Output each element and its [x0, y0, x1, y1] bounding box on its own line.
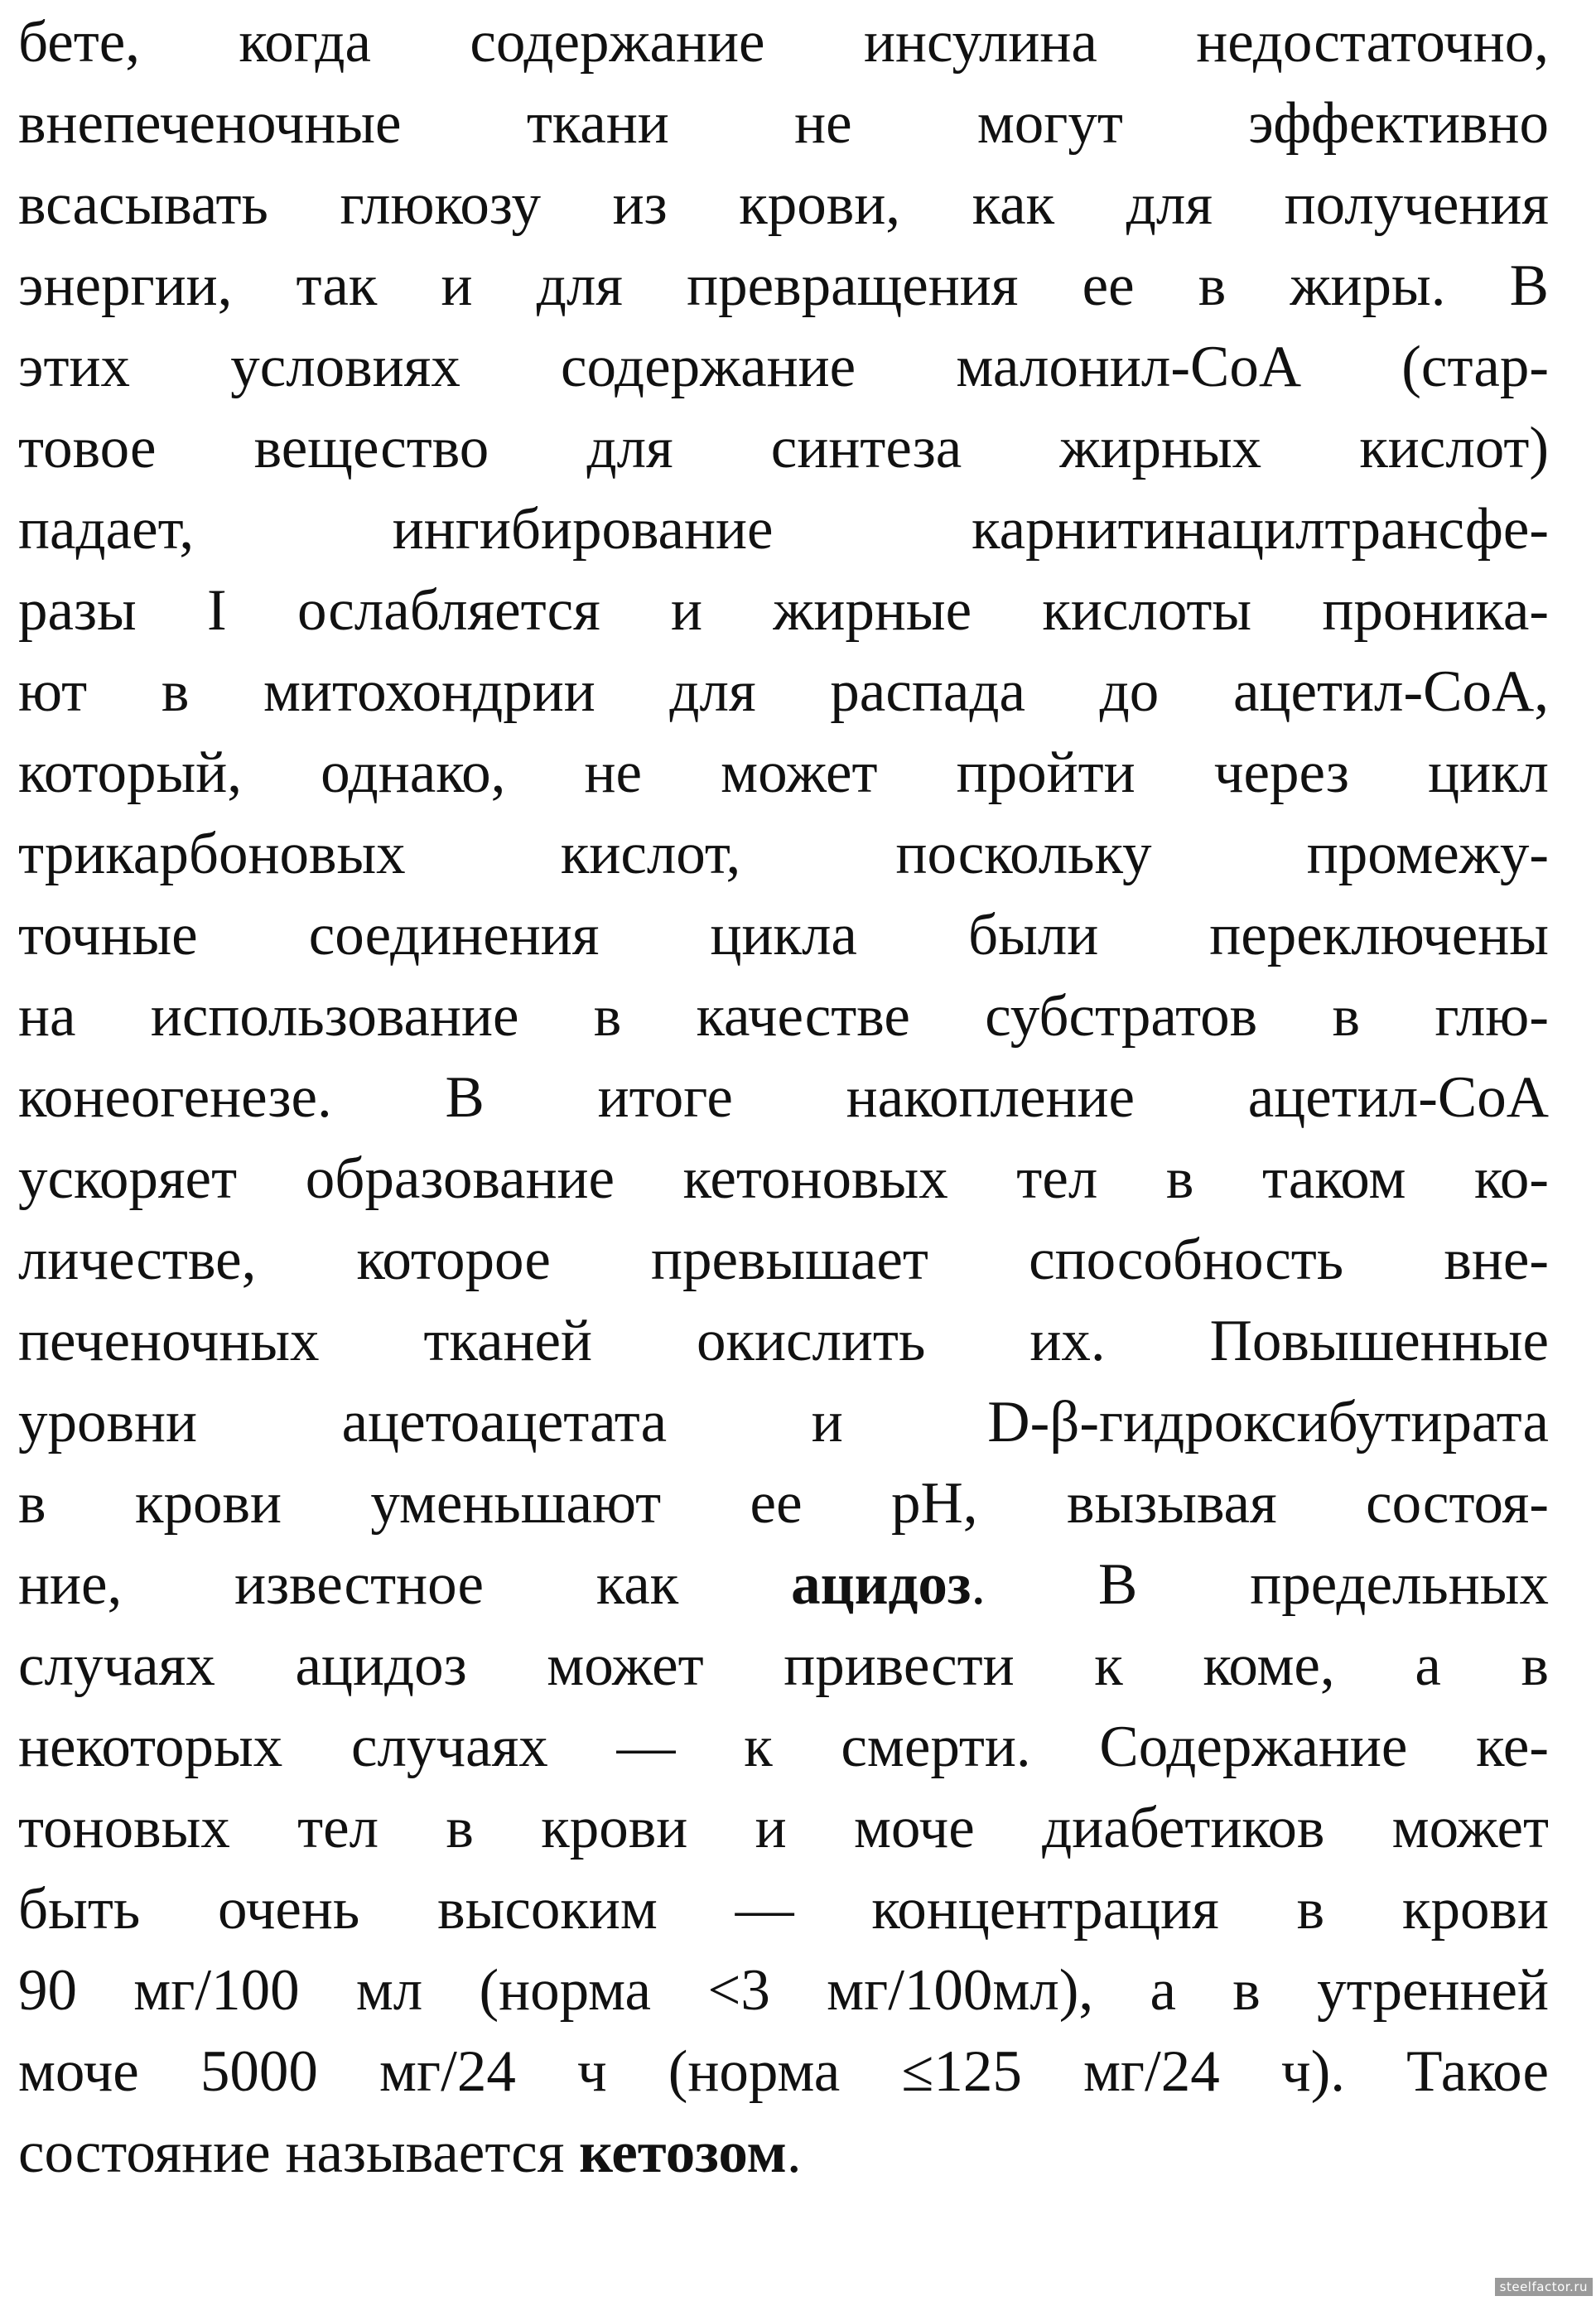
text-segment: разы I ослабляется и жирные кислоты проника-: [18, 578, 1549, 643]
text-segment: товое вещество для синтеза жирных кислот): [18, 416, 1549, 480]
text-line: [18, 1463, 1549, 1544]
text-segment: . В предельных: [971, 1552, 1549, 1617]
text-line: [18, 164, 1549, 245]
text-line: [18, 245, 1549, 326]
text-line: [18, 651, 1549, 732]
text-line: [18, 1138, 1549, 1219]
text-line: [18, 1625, 1549, 1706]
text-segment: 90 мг/100 мл (норма <3 мг/100мл), а в утренней: [18, 1958, 1549, 2023]
text-segment: трикарбоновых кислот, поскольку промежу-: [18, 822, 1549, 886]
text-line: [18, 813, 1549, 895]
text-segment: падает, ингибирование карнитинацилтрансфе-: [18, 497, 1549, 562]
text-segment: некоторых случаях — к смерти. Содержание ке-: [18, 1715, 1549, 1779]
text-segment: ускоряет образование кетоновых тел в таком ко-: [18, 1146, 1549, 1211]
text-line: [18, 1219, 1549, 1300]
text-line: [18, 83, 1549, 164]
text-segment: бете, когда содержание инсулина недостаточно,: [18, 10, 1549, 75]
text-segment: ние, известное как: [18, 1552, 792, 1617]
text-line: [18, 408, 1549, 489]
text-segment: .: [786, 2120, 802, 2185]
text-segment: который, однако, не может пройти через цикл: [18, 740, 1549, 805]
text-line: [18, 1706, 1549, 1787]
text-line: [18, 489, 1549, 570]
text-segment: состояние называется: [18, 2120, 580, 2185]
text-line: [18, 1950, 1549, 2031]
text-segment: уровни ацетоацетата и D-β-гидроксибутирата: [18, 1390, 1549, 1454]
text-line: [18, 570, 1549, 651]
text-line: [18, 2, 1549, 83]
text-line: [18, 1787, 1549, 1869]
text-segment: точные соединения цикла были переключены: [18, 903, 1549, 967]
text-segment: личестве, которое превышает способность вне-: [18, 1228, 1549, 1292]
text-segment: быть очень высоким — концентрация в крови: [18, 1877, 1549, 1942]
text-line: [18, 732, 1549, 813]
text-segment: ют в митохондрии для распада до ацетил-СоА,: [18, 659, 1549, 724]
text-segment: энергии, так и для превращения ее в жиры. В: [18, 253, 1549, 318]
text-line: [18, 1382, 1549, 1463]
text-line: [18, 1057, 1549, 1138]
text-line: [18, 326, 1549, 408]
text-segment: на использование в качестве субстратов в глю-: [18, 984, 1549, 1049]
text-segment: случаях ацидоз может привести к коме, а в: [18, 1633, 1549, 1698]
text-segment: моче 5000 мг/24 ч (норма ≤125 мг/24 ч). Такое: [18, 2039, 1549, 2104]
text-segment: всасывать глюкозу из крови, как для получения: [18, 172, 1549, 237]
text-line: [18, 1544, 1549, 1625]
text-segment: тоновых тел в крови и моче диабетиков может: [18, 1796, 1549, 1860]
text-line: [18, 2112, 1549, 2193]
text-segment: в крови уменьшают ее pH, вызывая состоя-: [18, 1471, 1549, 1536]
document-page: [18, 0, 1549, 2301]
text-line: [18, 1300, 1549, 1382]
text-segment: печеночных тканей окислить их. Повышенные: [18, 1309, 1549, 1373]
text-line: [18, 2031, 1549, 2112]
text-line: [18, 976, 1549, 1057]
text-line: [18, 895, 1549, 976]
text-segment: внепеченочные ткани не могут эффективно: [18, 91, 1549, 156]
text-segment: этих условиях содержание малонил-СоА (стар-: [18, 335, 1549, 399]
text-segment: конеогенезе. В итоге накопление ацетил-СоА: [18, 1065, 1549, 1130]
watermark: steelfactor.ru: [1495, 2278, 1593, 2296]
bold-term: кетозом: [579, 2120, 787, 2185]
text-line: [18, 1869, 1549, 1950]
bold-term: ацидоз: [791, 1552, 972, 1617]
